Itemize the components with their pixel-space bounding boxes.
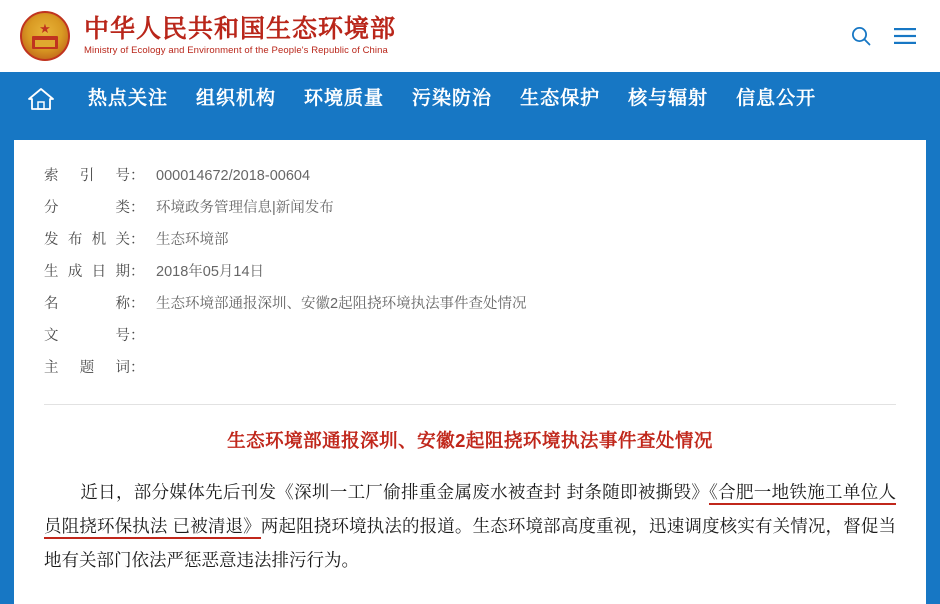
- meta-label-subject-terms: 主题词: [44, 360, 130, 376]
- meta-label-name: 名称: [44, 296, 130, 312]
- national-emblem: ★: [18, 9, 72, 63]
- site-title-block: [84, 14, 396, 58]
- nav-item-hot-topics[interactable]: 热点关注: [88, 88, 169, 109]
- site-header: [0, 0, 940, 72]
- article-paragraph: [44, 475, 896, 577]
- table-row: 索引号： 000014672/2018-00604: [44, 166, 896, 198]
- nav-item-nuclear-radiation[interactable]: 核与辐射: [628, 88, 709, 109]
- meta-label-document-number: 文号: [44, 328, 130, 344]
- meta-value-category: 环境政务管理信息|新闻发布: [156, 200, 334, 216]
- table-row: 分类： 环境政务管理信息|新闻发布: [44, 198, 896, 230]
- paragraph-text-part1: 近日，部分媒体先后刊发《深圳一工厂偷排重金属废水被查封 封条随即被撕毁》: [80, 482, 710, 502]
- table-row: 生成日期： 2018年05月14日: [44, 262, 896, 294]
- header-tools: [848, 23, 918, 49]
- meta-label-issuing-authority: 发布机关: [44, 232, 130, 248]
- paragraph-text-highlight: 《合肥一地铁施工单位人员阻挠环保执法 已被清退》: [44, 482, 896, 539]
- site-title-en: Ministry of Ecology and Environment of the People's Republic of China: [84, 45, 388, 56]
- meta-value-issuing-authority: 生态环境部: [156, 232, 229, 248]
- site-title-cn: 中华人民共和国生态环境部: [84, 15, 397, 43]
- main-navigation: [0, 72, 940, 126]
- table-row: 文号：: [44, 326, 896, 358]
- page-title: 生态环境部通报深圳、安徽2起阻挠环境执法事件查处情况: [227, 430, 713, 451]
- page-body: [0, 126, 940, 604]
- document-metadata-table: [44, 166, 896, 390]
- meta-value-name: 生态环境部通报深圳、安徽2起阻挠环境执法事件查处情况: [156, 296, 527, 312]
- meta-value-document-number: [156, 326, 896, 358]
- hamburger-menu-icon[interactable]: [892, 23, 918, 49]
- meta-label-category: 分类: [44, 200, 130, 216]
- meta-label-index-number: 索引号: [44, 168, 130, 184]
- nav-item-pollution-control[interactable]: 污染防治: [412, 88, 493, 109]
- table-row: 发布机关： 生态环境部: [44, 230, 896, 262]
- article-card: [14, 140, 926, 604]
- meta-value-creation-date: 2018年05月14日: [156, 264, 265, 280]
- search-icon[interactable]: [848, 23, 874, 49]
- table-row: 主题词：: [44, 358, 896, 390]
- paragraph-text-part2: 两起阻挠环境执法的报道。生态环境部高度重视，迅速调度核实有关情况，督促当地有关部门依法严惩恶意违法排污行为。: [44, 516, 896, 570]
- section-divider: [44, 404, 896, 405]
- nav-item-organization[interactable]: 组织机构: [196, 88, 277, 109]
- nav-item-ecological-protection[interactable]: 生态保护: [520, 88, 601, 109]
- meta-value-subject-terms: [156, 358, 896, 390]
- meta-label-creation-date: 生成日期: [44, 264, 130, 280]
- nav-item-environment-quality[interactable]: 环境质量: [304, 88, 385, 109]
- home-icon[interactable]: [24, 82, 58, 116]
- meta-value-index-number: 000014672/2018-00604: [156, 168, 311, 184]
- table-row: 名称： 生态环境部通报深圳、安徽2起阻挠环境执法事件查处情况: [44, 294, 896, 326]
- nav-item-information-disclosure[interactable]: 信息公开: [736, 88, 817, 109]
